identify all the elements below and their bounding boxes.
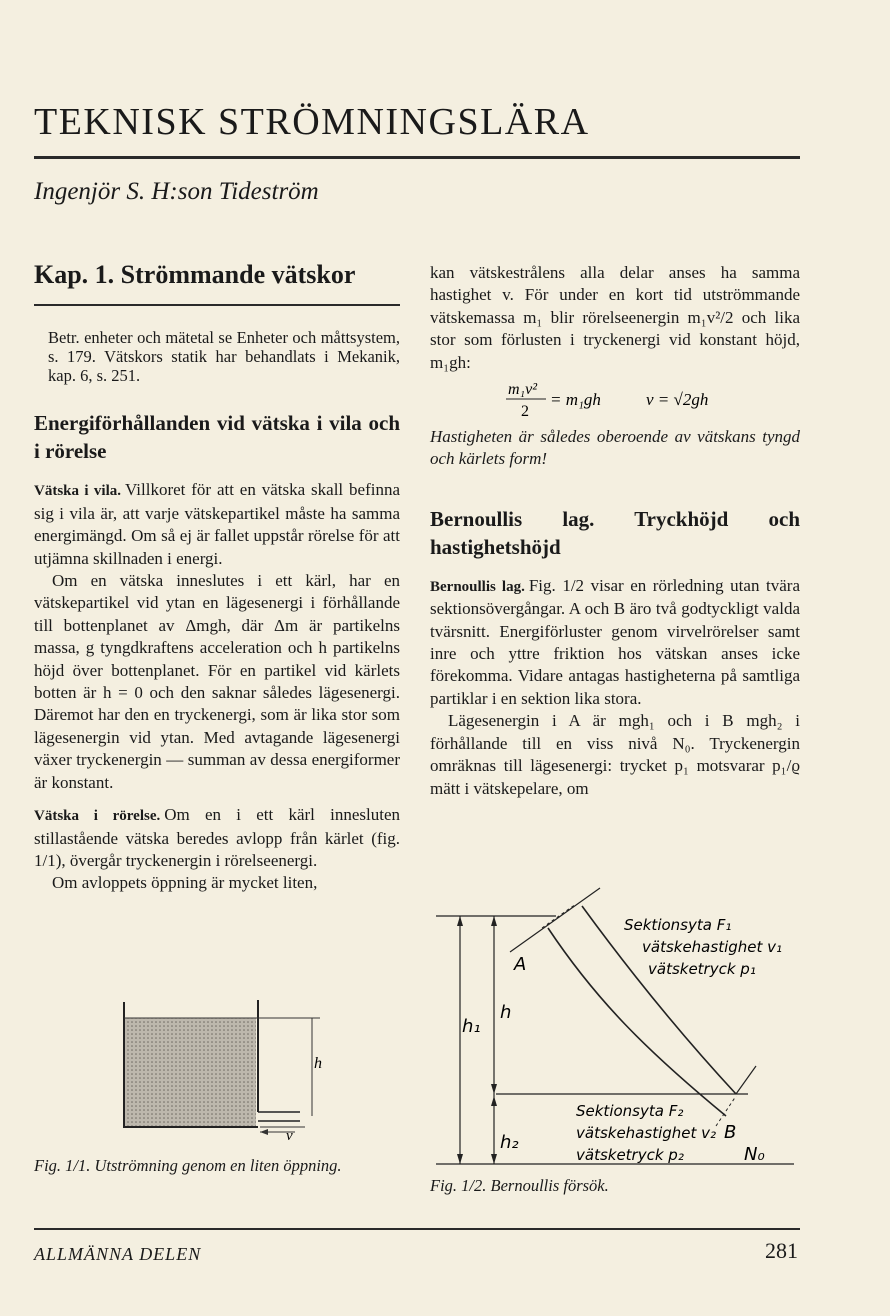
label-h1: h₁ [462,1016,481,1037]
height-label: h [314,1055,322,1072]
conclusion-text: Hastigheten är således oberoende av vätskans tyngd och kärlets form! [430,427,800,469]
paragraph-velocity: kan vätskestrålens alla delar anses ha samma hastighet v. För under en kort tid utströmmande vätskemassa m₁ blir rörelseenergin m₁v²/2 och lika stor som förlusten i tryckenergi vid konstant höjd, m₁gh: [430,263,800,372]
label-section-f1: Sektionsyta F₁ [624,916,732,934]
right-column [430,262,800,800]
figure-vessel [110,996,330,1146]
figure-caption: Fig. 1/1. Utströmning genom en liten öppning. [34,1156,342,1175]
paragraph-bernoulli [430,575,800,710]
pipe-wall [582,906,736,1094]
chapter-rule [34,304,400,306]
label-h2: h₂ [500,1132,519,1153]
run-in-heading: Bernoullis lag. [430,578,525,595]
paragraph-text: Om en i ett kärl innesluten stillastående vätska beredes avlopp från kärlet (fig. 1/1), övergår tryckenergin i rörelseenergi. [34,805,400,870]
footer-section: ALLMÄNNA DELEN [34,1244,202,1264]
label-pressure-p2: vätsketryck p₂ [576,1146,684,1164]
section-heading-bernoulli: Bernoullis lag. Tryckhöjd och hastighetshöjd [430,506,800,559]
paragraph-opening: Om avloppets öppning är mycket liten, [52,873,318,893]
label-pressure-p1: vätsketryck p₁ [648,960,756,978]
footer-rule [34,1228,800,1230]
paragraph-energy-levels: Lägesenergin i A är mgh₁ och i B mgh₂ i förhållande till en viss nivå N₀. Tryckenergin omräknas till lägesenergi: trycket p₁ motsvarar p₁/ϱ mätt i vätskepelare, om [430,711,800,798]
section-heading-energy: Energiförhållanden vid vätska i vila och i rörelse [34,411,400,464]
paragraph-vessel: Om en vätska inneslutes i ett kärl, har en vätskepartikel vid ytan en lägesenergi i förhållande till bottenplanet av Δmgh, där Δm är partikelns massa, g tyngdkraftens acceleration och h partikelns höjd över bottenplanet. För en partikel vid kärlets botten är h = 0 och den saknar således lägesenergi. Däremot har den en tryckenergi, som är lika stor som lägesenergin vid ytan. Med avtagande lägesenergi växer tryckenergin — summan av dessa energiformer är konstant. [34,571,400,792]
paragraph-text: Villkoret för att en vätska skall befinna sig i vila är, att varje vätskepartikel måste ha samma energimängd. Om så ej är fallet uppstår rörelse för att utjämna skillnaden i energi. [34,480,400,568]
formula-velocity: v = √2gh [646,390,709,410]
section-line-b [736,1066,756,1094]
paragraph-rest [34,479,400,570]
title-rule [34,156,800,159]
label-n0: N₀ [744,1144,765,1165]
paragraph-motion [34,804,400,872]
formula-numerator: m₁v² [508,381,538,399]
page-number: 281 [765,1238,798,1263]
water-fill [124,1018,256,1126]
velocity-label: v [286,1128,293,1144]
label-h: h [500,1002,512,1023]
pipe-wall [548,928,726,1116]
figure-caption: Fig. 1/2. Bernoullis försök. [430,1176,609,1195]
formula-rhs: = m₁gh [550,390,601,410]
label-velocity-v1: vätskehastighet v₁ [642,938,783,956]
run-in-heading: Vätska i rörelse. [34,808,161,825]
paragraph-text: Fig. 1/2 visar en rörledning utan tvära sektionsövergångar. A och B äro två godtyckligt valda tvärsnitt. Energiförluster genom virvelrörelser samt inre och yttre friktion hos vätskan anses icke förekomma. Vidare antagas hastigheterna på samtliga partiklar i en sektion lika stora. [430,575,800,708]
reference-note: Betr. enheter och mätetal se Enheter och måttsystem, s. 179. Vätskors statik har behandlats i Mekanik, kap. 6, s. 251. [48,328,400,386]
label-b: B [724,1122,737,1143]
figure-bernoulli [436,880,796,1172]
left-column [34,258,400,895]
formula-denominator: 2 [521,403,529,421]
label-velocity-v2: vätskehastighet v₂ [576,1124,717,1142]
formula [430,380,800,420]
label-section-f2: Sektionsyta F₂ [576,1102,684,1120]
chapter-heading: Kap. 1. Strömmande vätskor [34,260,356,289]
author-line: Ingenjör S. H:son Tideström [34,178,319,205]
section-line-a [510,888,600,952]
label-a: A [514,954,527,975]
run-in-heading: Vätska i vila. [34,483,122,500]
page-title: TEKNISK STRÖMNINGSLÄRA [34,101,590,143]
